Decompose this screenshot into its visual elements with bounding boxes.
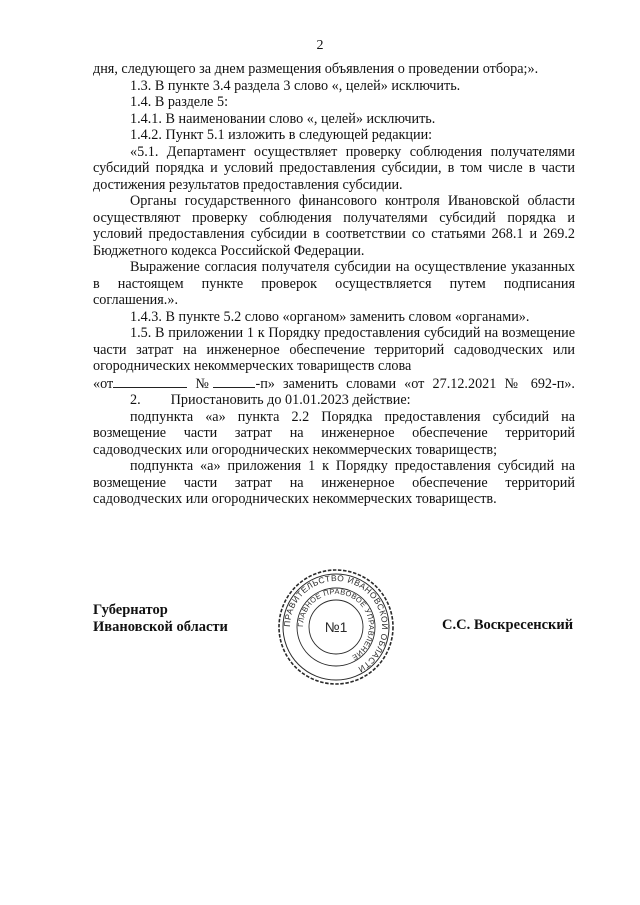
signatory-name: С.С. Воскресенский	[442, 617, 574, 633]
paragraph-control-bodies: Органы государственного финансового контроля Ивановской области осуществляют проверку соблюдения получателями субсидий порядка и условий предоставления субсидии в соответствии со статьями 268.1 и 269.2 Бюджетного кодекса Российской Федерации.	[93, 193, 575, 259]
words-ot: «от	[93, 375, 114, 392]
words-replacement-line	[93, 375, 575, 393]
item-2-text: Приостановить до 01.01.2023 действие:	[170, 392, 411, 408]
paragraph-1-5: 1.5. В приложении 1 к Порядку предоставления субсидий на возмещение части затрат на инженерное обеспечение территорий садоводческих или огороднических некоммерческих товариществ слова	[93, 325, 575, 374]
item-2-number: 2.	[130, 392, 141, 408]
paragraph-subitem-a-2-2: подпункта «а» пункта 2.2 Порядка предоставления субсидий на возмещение части затрат на инженерное обеспечение территорий садоводческих или огороднических некоммерческих товариществ;	[93, 408, 575, 458]
paragraph-consent: Выражение согласия получателя субсидии на осуществление указанных в настоящем пункте проверок осуществляется путем подписания соглашения.».	[93, 259, 575, 308]
paragraph-continuation: дня, следующего за днем размещения объявления о проведении отбора;».	[93, 61, 539, 77]
stamp-outer-text: ПРАВИТЕЛЬСТВО ИВАНОВСКОЙ ОБЛАСТИ	[281, 572, 391, 675]
words-suffix: -п» заменить словами «от 27.12.2021 № 692-п».	[255, 375, 575, 392]
paragraph-5-1: «5.1. Департамент осуществляет проверку соблюдения получателями субсидий порядка и условий предоставления субсидии, в том числе в части достижения результатов предоставления субсидии.	[93, 143, 575, 193]
stamp-center-text: №1	[324, 619, 348, 635]
official-stamp	[276, 567, 396, 687]
number-blank	[213, 375, 255, 388]
signatory-title-line-1: Губернатор	[93, 602, 168, 618]
paragraph-subitem-a-appendix: подпункта «а» приложения 1 к Порядку предоставления субсидий на возмещение части затрат на инженерное обеспечение территорий садоводческих или огороднических некоммерческих товариществ.	[93, 458, 575, 507]
stamp-inner-text: ГЛАВНОЕ ПРАВОВОЕ УПРАВЛЕНИЕ	[295, 586, 377, 663]
paragraph-1-4: 1.4. В разделе 5:	[130, 94, 229, 110]
words-no: №	[195, 375, 214, 392]
paragraph-item-2	[93, 392, 575, 409]
paragraph-1-4-2: 1.4.2. Пункт 5.1 изложить в следующей редакции:	[130, 127, 433, 143]
paragraph-1-4-3: 1.4.3. В пункте 5.2 слово «органом» заменить словом «органами».	[130, 308, 530, 325]
date-blank	[113, 375, 187, 388]
paragraph-1-3: 1.3. В пункте 3.4 раздела 3 слово «, целей» исключить.	[130, 77, 461, 94]
document-body	[93, 61, 575, 508]
signatory-title-line-2: Ивановской области	[93, 619, 228, 635]
signatory-title	[93, 602, 228, 636]
page-number: 2	[316, 38, 324, 53]
paragraph-1-4-1: 1.4.1. В наименовании слово «, целей» исключить.	[130, 110, 436, 127]
